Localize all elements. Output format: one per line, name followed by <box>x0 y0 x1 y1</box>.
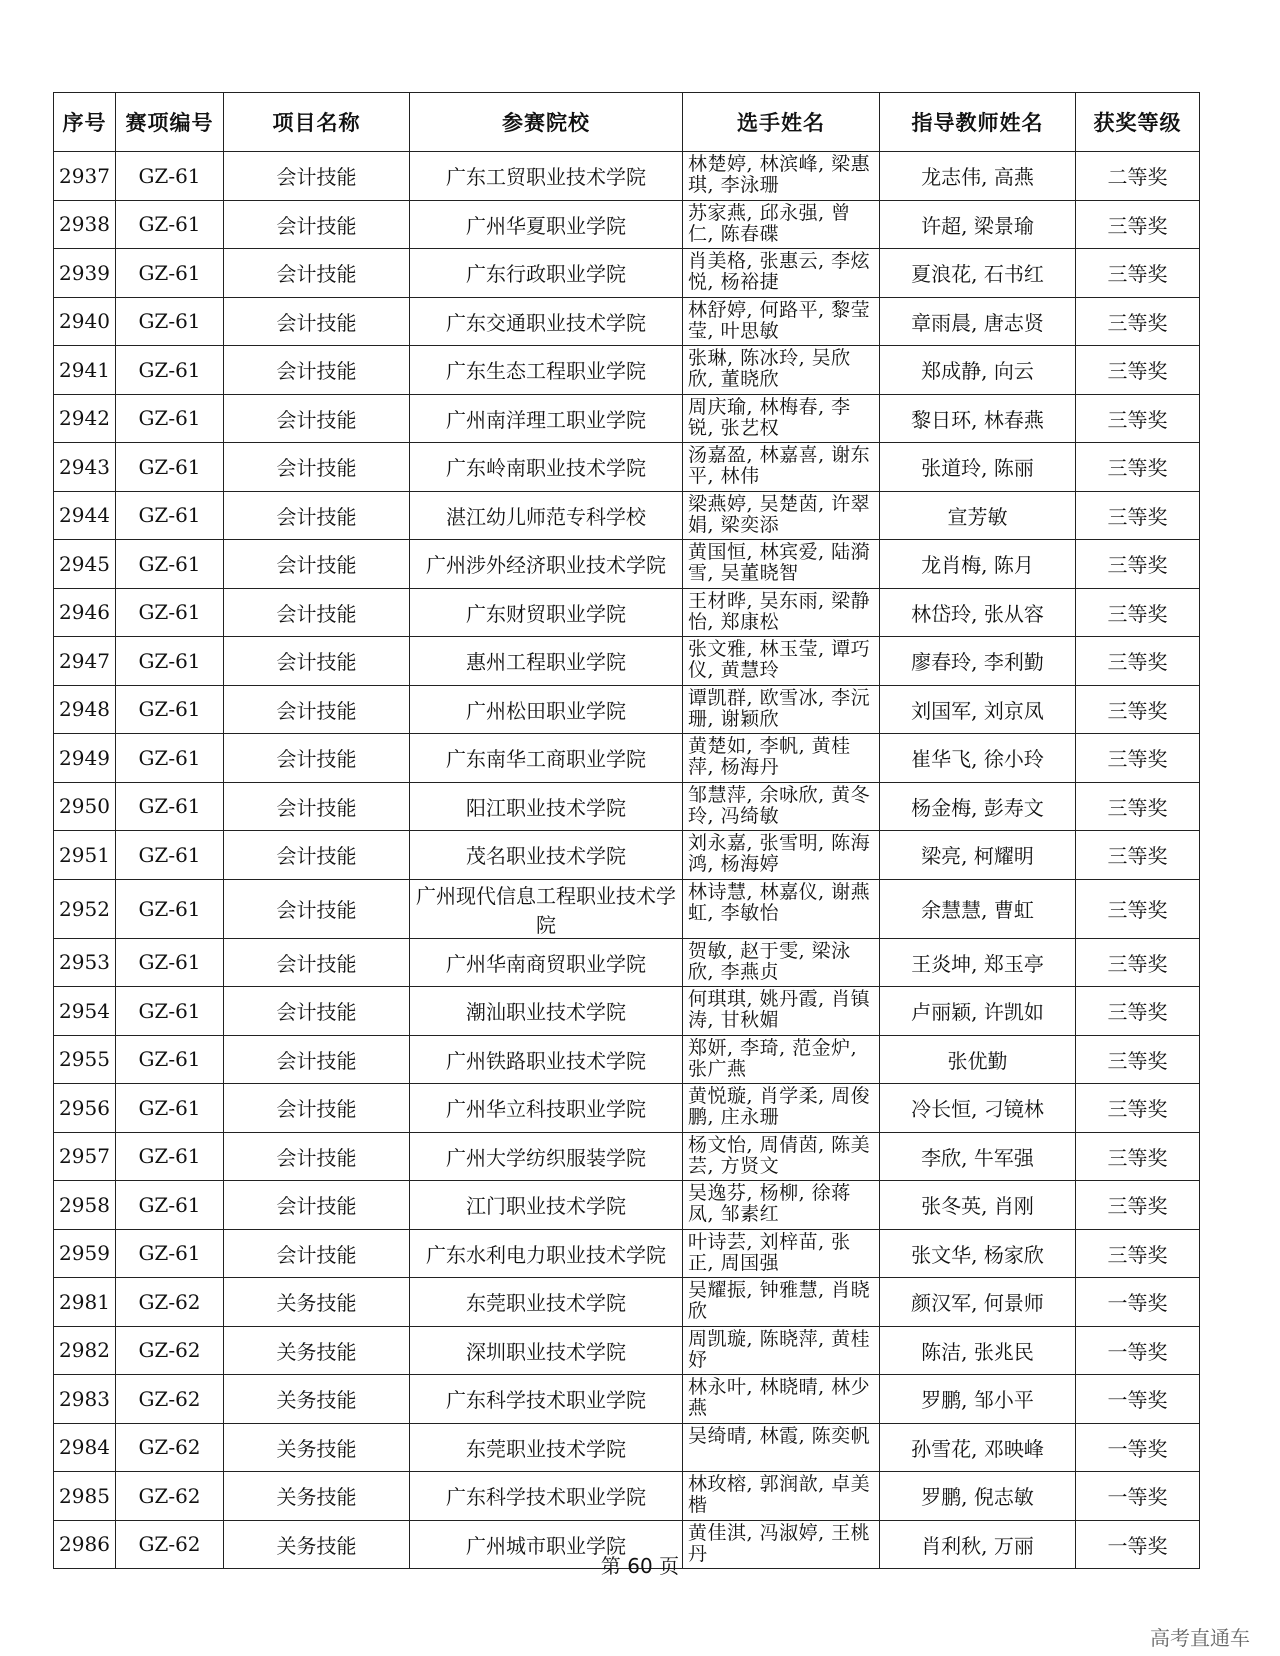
contestant-names: 吴逸芬, 杨柳, 徐蒋凤, 邹素红 <box>688 1183 851 1225</box>
table-row <box>54 152 1200 201</box>
teachers-cell: 龙志伟, 高燕 <box>880 152 1076 201</box>
school-cell: 广州铁路职业技术学院 <box>410 1035 683 1084</box>
award-cell: 三等奖 <box>1076 443 1200 492</box>
teachers-cell: 张道玲, 陈丽 <box>880 443 1076 492</box>
table-row <box>54 1035 1200 1084</box>
event-code-cell: GZ-62 <box>116 1278 224 1327</box>
table-row <box>54 297 1200 346</box>
award-table <box>53 92 1200 1569</box>
serial-cell: 2981 <box>54 1278 116 1327</box>
school-cell: 广东科学技术职业学院 <box>410 1375 683 1424</box>
contestant-names: 林舒婷, 何路平, 黎莹莹, 叶思敏 <box>688 299 871 342</box>
school-cell: 广州南洋理工职业学院 <box>410 394 683 443</box>
contestant-names: 张琳, 陈冰玲, 吴欣欣, 董晓欣 <box>688 348 851 390</box>
project-cell: 会计技能 <box>224 685 410 734</box>
contestants-cell <box>683 588 880 637</box>
award-cell: 三等奖 <box>1076 394 1200 443</box>
serial-cell: 2959 <box>54 1229 116 1278</box>
project-cell: 会计技能 <box>224 491 410 540</box>
serial-cell: 2939 <box>54 249 116 298</box>
school-cell: 广州大学纺织服装学院 <box>410 1132 683 1181</box>
contestant-names: 林楚婷, 林滨峰, 梁惠琪, 李泳珊 <box>688 154 871 196</box>
contestants-cell <box>683 938 880 987</box>
event-code-cell: GZ-62 <box>116 1520 224 1569</box>
contestants-cell <box>683 831 880 880</box>
serial-cell: 2949 <box>54 734 116 783</box>
event-code-cell: GZ-61 <box>116 1229 224 1278</box>
contestants-cell <box>683 1278 880 1327</box>
contestant-names: 周庆瑜, 林梅春, 李锐, 张艺权 <box>688 396 851 439</box>
school-cell: 惠州工程职业学院 <box>410 637 683 686</box>
project-cell: 会计技能 <box>224 297 410 346</box>
contestant-names: 林永叶, 林晓晴, 林少燕 <box>688 1377 871 1419</box>
contestant-names: 黄国恒, 林宾爱, 陆漪雪, 吴董晓智 <box>688 542 871 584</box>
contestants-cell <box>683 1229 880 1278</box>
teachers-cell: 黎日环, 林春燕 <box>880 394 1076 443</box>
serial-cell: 2943 <box>54 443 116 492</box>
column-header: 序号 <box>54 93 116 152</box>
event-code-cell: GZ-62 <box>116 1326 224 1375</box>
serial-cell: 2953 <box>54 938 116 987</box>
award-cell: 三等奖 <box>1076 346 1200 395</box>
table-row <box>54 1326 1200 1375</box>
serial-cell: 2951 <box>54 831 116 880</box>
table-row <box>54 491 1200 540</box>
serial-cell: 2940 <box>54 297 116 346</box>
event-code-cell: GZ-61 <box>116 1084 224 1133</box>
event-code-cell: GZ-61 <box>116 1035 224 1084</box>
project-cell: 关务技能 <box>224 1375 410 1424</box>
school-cell: 东莞职业技术学院 <box>410 1423 683 1472</box>
award-cell: 一等奖 <box>1076 1472 1200 1521</box>
table-row <box>54 588 1200 637</box>
project-cell: 会计技能 <box>224 831 410 880</box>
teachers-cell: 王炎坤, 郑玉亭 <box>880 938 1076 987</box>
column-header: 选手姓名 <box>683 93 880 152</box>
teachers-cell: 肖利秋, 万丽 <box>880 1520 1076 1569</box>
contestants-cell <box>683 1132 880 1181</box>
contestants-cell <box>683 685 880 734</box>
table-row <box>54 1084 1200 1133</box>
award-cell: 三等奖 <box>1076 297 1200 346</box>
award-cell: 一等奖 <box>1076 1423 1200 1472</box>
contestant-names: 苏家燕, 邱永强, 曾仁, 陈春碟 <box>688 202 851 245</box>
event-code-cell: GZ-61 <box>116 443 224 492</box>
table-row <box>54 346 1200 395</box>
project-cell: 会计技能 <box>224 443 410 492</box>
column-header: 项目名称 <box>224 93 410 152</box>
event-code-cell: GZ-61 <box>116 987 224 1036</box>
school-cell: 广州松田职业学院 <box>410 685 683 734</box>
school-cell: 广州城市职业学院 <box>410 1520 683 1569</box>
contestants-cell <box>683 1181 880 1230</box>
teachers-cell: 林岱玲, 张从容 <box>880 588 1076 637</box>
teachers-cell: 宣芳敏 <box>880 491 1076 540</box>
event-code-cell: GZ-61 <box>116 297 224 346</box>
school-cell: 江门职业技术学院 <box>410 1181 683 1230</box>
column-header: 获奖等级 <box>1076 93 1200 152</box>
page-number: 第 60 页 <box>600 1554 680 1578</box>
event-code-cell: GZ-61 <box>116 588 224 637</box>
serial-cell: 2955 <box>54 1035 116 1084</box>
serial-cell: 2946 <box>54 588 116 637</box>
event-code-cell: GZ-61 <box>116 1181 224 1230</box>
contestants-cell <box>683 1035 880 1084</box>
teachers-cell: 龙肖梅, 陈月 <box>880 540 1076 589</box>
contestants-cell <box>683 491 880 540</box>
contestants-cell <box>683 540 880 589</box>
award-cell: 三等奖 <box>1076 1181 1200 1230</box>
contestant-names: 杨文怡, 周倩茵, 陈美芸, 方贤文 <box>688 1134 871 1177</box>
teachers-cell: 冷长恒, 刁镜林 <box>880 1084 1076 1133</box>
serial-cell: 2983 <box>54 1375 116 1424</box>
project-cell: 关务技能 <box>224 1520 410 1569</box>
school-cell: 广东行政职业学院 <box>410 249 683 298</box>
teachers-cell: 刘国军, 刘京凤 <box>880 685 1076 734</box>
serial-cell: 2937 <box>54 152 116 201</box>
project-cell: 会计技能 <box>224 1084 410 1133</box>
contestants-cell <box>683 987 880 1036</box>
event-code-cell: GZ-61 <box>116 346 224 395</box>
table-row <box>54 1278 1200 1327</box>
project-cell: 会计技能 <box>224 249 410 298</box>
contestant-names: 肖美格, 张惠云, 李炫悦, 杨裕捷 <box>688 251 871 293</box>
contestant-names: 叶诗芸, 刘梓苗, 张正, 周国强 <box>688 1231 851 1274</box>
project-cell: 会计技能 <box>224 879 410 938</box>
event-code-cell: GZ-61 <box>116 1132 224 1181</box>
school-cell: 广东南华工商职业学院 <box>410 734 683 783</box>
contestant-names: 何琪琪, 姚丹霞, 肖镇涛, 甘秋媚 <box>688 989 871 1031</box>
contestant-names: 吴耀振, 钟雅慧, 肖晓欣 <box>688 1280 871 1322</box>
project-cell: 会计技能 <box>224 152 410 201</box>
award-cell: 三等奖 <box>1076 987 1200 1036</box>
school-cell: 深圳职业技术学院 <box>410 1326 683 1375</box>
table-row <box>54 443 1200 492</box>
teachers-cell: 罗鹏, 邹小平 <box>880 1375 1076 1424</box>
serial-cell: 2941 <box>54 346 116 395</box>
contestants-cell <box>683 297 880 346</box>
contestant-names: 贺敏, 赵于雯, 梁泳欣, 李燕贞 <box>688 940 851 983</box>
award-cell: 三等奖 <box>1076 1229 1200 1278</box>
school-cell: 广东交通职业技术学院 <box>410 297 683 346</box>
project-cell: 关务技能 <box>224 1278 410 1327</box>
event-code-cell: GZ-61 <box>116 831 224 880</box>
contestant-names: 张文雅, 林玉莹, 谭巧仪, 黄慧玲 <box>688 639 871 681</box>
project-cell: 会计技能 <box>224 637 410 686</box>
teachers-cell: 罗鹏, 倪志敏 <box>880 1472 1076 1521</box>
award-cell: 二等奖 <box>1076 152 1200 201</box>
contestant-names: 王材晔, 吴东雨, 梁静怡, 郑康松 <box>688 590 871 633</box>
contestants-cell <box>683 249 880 298</box>
contestants-cell <box>683 637 880 686</box>
table-row <box>54 938 1200 987</box>
award-cell: 三等奖 <box>1076 879 1200 938</box>
contestant-names: 黄楚如, 李帆, 黄桂萍, 杨海丹 <box>688 736 851 778</box>
teachers-cell: 崔华飞, 徐小玲 <box>880 734 1076 783</box>
award-cell: 一等奖 <box>1076 1278 1200 1327</box>
project-cell: 会计技能 <box>224 346 410 395</box>
table-row <box>54 1181 1200 1230</box>
school-cell: 广东工贸职业技术学院 <box>410 152 683 201</box>
award-cell: 三等奖 <box>1076 831 1200 880</box>
serial-cell: 2958 <box>54 1181 116 1230</box>
project-cell: 会计技能 <box>224 987 410 1036</box>
serial-cell: 2956 <box>54 1084 116 1133</box>
event-code-cell: GZ-61 <box>116 200 224 249</box>
serial-cell: 2942 <box>54 394 116 443</box>
serial-cell: 2985 <box>54 1472 116 1521</box>
column-header: 参赛院校 <box>410 93 683 152</box>
event-code-cell: GZ-61 <box>116 734 224 783</box>
award-cell: 三等奖 <box>1076 1084 1200 1133</box>
serial-cell: 2954 <box>54 987 116 1036</box>
contestants-cell <box>683 1423 880 1472</box>
contestants-cell <box>683 734 880 783</box>
contestants-cell <box>683 443 880 492</box>
teachers-cell: 余慧慧, 曹虹 <box>880 879 1076 938</box>
table-row <box>54 637 1200 686</box>
school-cell: 广东岭南职业技术学院 <box>410 443 683 492</box>
award-cell: 三等奖 <box>1076 685 1200 734</box>
event-code-cell: GZ-62 <box>116 1375 224 1424</box>
table-row <box>54 200 1200 249</box>
contestants-cell <box>683 1375 880 1424</box>
table-body <box>54 152 1200 1569</box>
contestant-names: 刘永嘉, 张雪明, 陈海鸿, 杨海婷 <box>688 833 871 875</box>
school-cell: 广州现代信息工程职业技术学院 <box>410 879 683 938</box>
teachers-cell: 章雨晨, 唐志贤 <box>880 297 1076 346</box>
project-cell: 关务技能 <box>224 1423 410 1472</box>
project-cell: 会计技能 <box>224 1132 410 1181</box>
event-code-cell: GZ-61 <box>116 394 224 443</box>
award-cell: 一等奖 <box>1076 1375 1200 1424</box>
school-cell: 阳江职业技术学院 <box>410 782 683 831</box>
project-cell: 关务技能 <box>224 1326 410 1375</box>
contestant-names: 邹慧萍, 余咏欣, 黄冬玲, 冯绮敏 <box>688 784 871 827</box>
serial-cell: 2982 <box>54 1326 116 1375</box>
event-code-cell: GZ-61 <box>116 249 224 298</box>
contestants-cell <box>683 1326 880 1375</box>
table-row <box>54 987 1200 1036</box>
teachers-cell: 李欣, 牛军强 <box>880 1132 1076 1181</box>
school-cell: 广东财贸职业学院 <box>410 588 683 637</box>
table-row <box>54 249 1200 298</box>
project-cell: 会计技能 <box>224 394 410 443</box>
contestant-names: 周凯璇, 陈晓萍, 黄桂妤 <box>688 1328 871 1371</box>
project-cell: 会计技能 <box>224 200 410 249</box>
table-row <box>54 394 1200 443</box>
contestant-names: 梁燕婷, 吴楚茵, 许翠娟, 梁奕添 <box>688 493 871 536</box>
serial-cell: 2984 <box>54 1423 116 1472</box>
award-cell: 三等奖 <box>1076 1035 1200 1084</box>
contestants-cell <box>683 152 880 201</box>
event-code-cell: GZ-62 <box>116 1423 224 1472</box>
school-cell: 湛江幼儿师范专科学校 <box>410 491 683 540</box>
teachers-cell: 廖春玲, 李利勤 <box>880 637 1076 686</box>
award-cell: 三等奖 <box>1076 200 1200 249</box>
column-header: 赛项编号 <box>116 93 224 152</box>
teachers-cell: 孙雪花, 邓映峰 <box>880 1423 1076 1472</box>
project-cell: 会计技能 <box>224 1181 410 1230</box>
award-cell: 三等奖 <box>1076 491 1200 540</box>
contestant-names: 林玫榕, 郭润歆, 卓美楷 <box>688 1474 871 1516</box>
column-header: 指导教师姓名 <box>880 93 1076 152</box>
award-cell: 三等奖 <box>1076 637 1200 686</box>
school-cell: 广州华夏职业学院 <box>410 200 683 249</box>
award-cell: 三等奖 <box>1076 540 1200 589</box>
teachers-cell: 夏浪花, 石书红 <box>880 249 1076 298</box>
contestant-names: 汤嘉盈, 林嘉喜, 谢东平, 林伟 <box>688 445 871 487</box>
serial-cell: 2948 <box>54 685 116 734</box>
project-cell: 会计技能 <box>224 588 410 637</box>
serial-cell: 2945 <box>54 540 116 589</box>
watermark: 高考直通车 <box>1150 1626 1250 1650</box>
event-code-cell: GZ-61 <box>116 637 224 686</box>
event-code-cell: GZ-62 <box>116 1472 224 1521</box>
school-cell: 广州涉外经济职业技术学院 <box>410 540 683 589</box>
teachers-cell: 陈洁, 张兆民 <box>880 1326 1076 1375</box>
contestants-cell <box>683 782 880 831</box>
table-row <box>54 734 1200 783</box>
award-cell: 三等奖 <box>1076 734 1200 783</box>
event-code-cell: GZ-61 <box>116 491 224 540</box>
contestant-names: 谭凯群, 欧雪冰, 李沅珊, 谢颖欣 <box>688 687 871 730</box>
project-cell: 会计技能 <box>224 782 410 831</box>
table-row <box>54 1132 1200 1181</box>
school-cell: 广东水利电力职业技术学院 <box>410 1229 683 1278</box>
contestant-names: 黄悦璇, 肖学柔, 周俊鹏, 庄永珊 <box>688 1086 871 1128</box>
project-cell: 会计技能 <box>224 938 410 987</box>
contestants-cell <box>683 1472 880 1521</box>
table-row <box>54 1472 1200 1521</box>
teachers-cell: 许超, 梁景瑜 <box>880 200 1076 249</box>
table-row <box>54 540 1200 589</box>
table-row <box>54 879 1200 938</box>
award-cell: 三等奖 <box>1076 588 1200 637</box>
school-cell: 广东科学技术职业学院 <box>410 1472 683 1521</box>
school-cell: 广州华立科技职业学院 <box>410 1084 683 1133</box>
contestant-names: 黄佳淇, 冯淑婷, 王桃丹 <box>688 1522 871 1565</box>
project-cell: 会计技能 <box>224 540 410 589</box>
event-code-cell: GZ-61 <box>116 152 224 201</box>
award-cell: 一等奖 <box>1076 1520 1200 1569</box>
contestants-cell <box>683 346 880 395</box>
school-cell: 东莞职业技术学院 <box>410 1278 683 1327</box>
school-cell: 广州华南商贸职业学院 <box>410 938 683 987</box>
table-row <box>54 782 1200 831</box>
project-cell: 关务技能 <box>224 1472 410 1521</box>
serial-cell: 2938 <box>54 200 116 249</box>
teachers-cell: 颜汉军, 何景师 <box>880 1278 1076 1327</box>
contestants-cell <box>683 1084 880 1133</box>
school-cell: 潮汕职业技术学院 <box>410 987 683 1036</box>
serial-cell: 2952 <box>54 879 116 938</box>
table-row <box>54 685 1200 734</box>
award-cell: 一等奖 <box>1076 1326 1200 1375</box>
teachers-cell: 张优勤 <box>880 1035 1076 1084</box>
event-code-cell: GZ-61 <box>116 879 224 938</box>
teachers-cell: 郑成静, 向云 <box>880 346 1076 395</box>
contestant-names: 郑妍, 李琦, 范金炉, 张广燕 <box>688 1037 858 1080</box>
teachers-cell: 卢丽颖, 许凯如 <box>880 987 1076 1036</box>
project-cell: 会计技能 <box>224 1035 410 1084</box>
serial-cell: 2986 <box>54 1520 116 1569</box>
event-code-cell: GZ-61 <box>116 540 224 589</box>
contestants-cell <box>683 879 880 938</box>
award-cell: 三等奖 <box>1076 1132 1200 1181</box>
table-row <box>54 1375 1200 1424</box>
contestants-cell <box>683 200 880 249</box>
teachers-cell: 张文华, 杨家欣 <box>880 1229 1076 1278</box>
table-row <box>54 831 1200 880</box>
event-code-cell: GZ-61 <box>116 938 224 987</box>
project-cell: 会计技能 <box>224 1229 410 1278</box>
serial-cell: 2947 <box>54 637 116 686</box>
contestant-names: 吴绮晴, 林霞, 陈奕帆 <box>688 1425 871 1447</box>
award-cell: 三等奖 <box>1076 249 1200 298</box>
serial-cell: 2944 <box>54 491 116 540</box>
contestants-cell <box>683 394 880 443</box>
teachers-cell: 梁亮, 柯耀明 <box>880 831 1076 880</box>
award-cell: 三等奖 <box>1076 938 1200 987</box>
table-row <box>54 1423 1200 1472</box>
teachers-cell: 张冬英, 肖刚 <box>880 1181 1076 1230</box>
event-code-cell: GZ-61 <box>116 782 224 831</box>
header-row <box>54 93 1200 152</box>
project-cell: 会计技能 <box>224 734 410 783</box>
teachers-cell: 杨金梅, 彭寿文 <box>880 782 1076 831</box>
school-cell: 广东生态工程职业学院 <box>410 346 683 395</box>
serial-cell: 2950 <box>54 782 116 831</box>
serial-cell: 2957 <box>54 1132 116 1181</box>
school-cell: 茂名职业技术学院 <box>410 831 683 880</box>
contestant-names: 林诗慧, 林嘉仪, 谢燕虹, 李敏怡 <box>688 881 871 924</box>
award-cell: 三等奖 <box>1076 782 1200 831</box>
table-row <box>54 1229 1200 1278</box>
event-code-cell: GZ-61 <box>116 685 224 734</box>
